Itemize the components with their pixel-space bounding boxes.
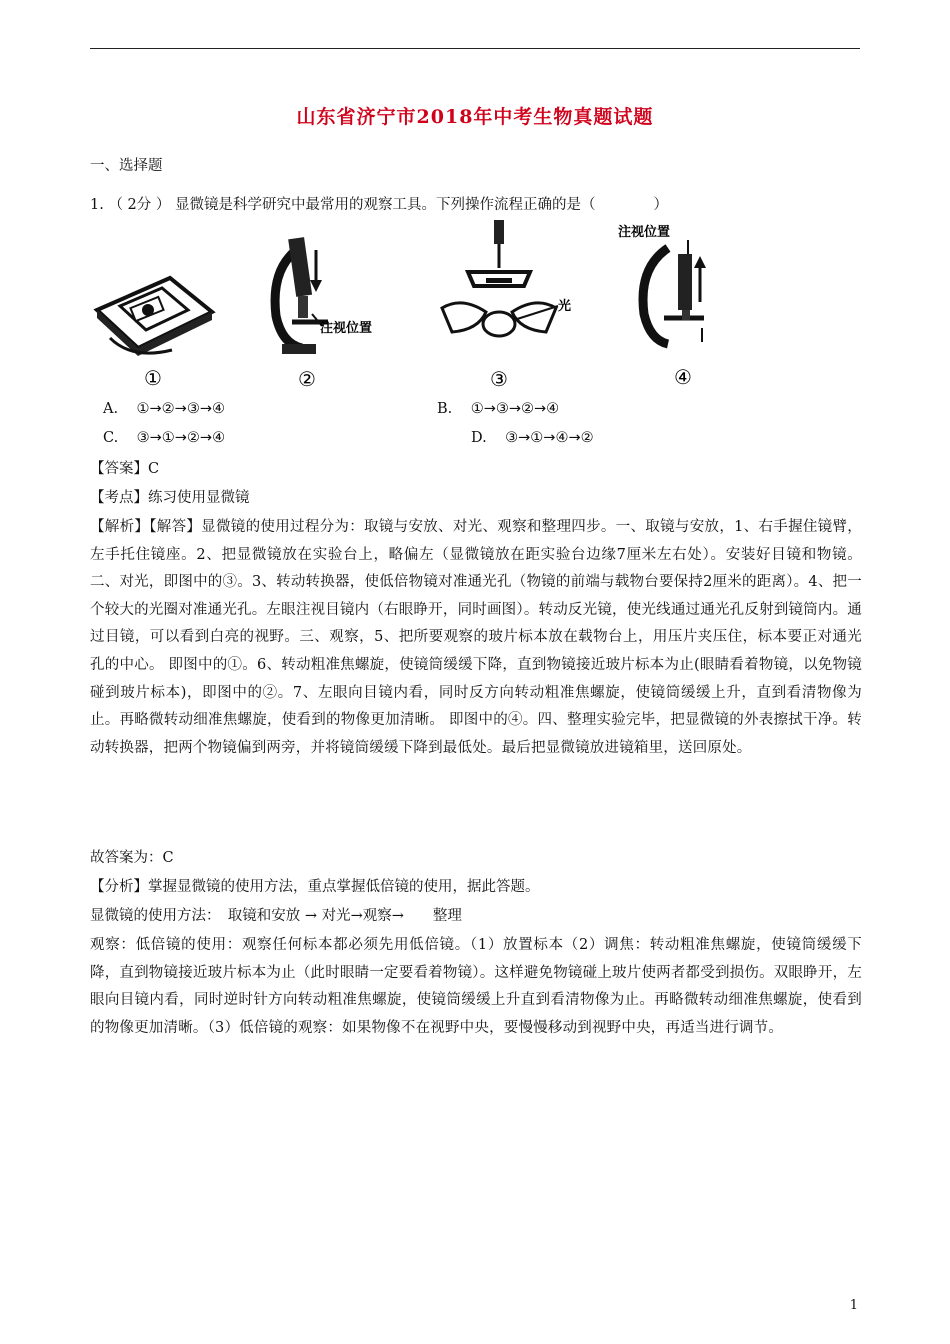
option-d[interactable]	[471, 430, 594, 446]
figure-2-lowering-image	[262, 226, 402, 390]
option-a-letter: A.	[103, 401, 119, 417]
figure-1-label: ①	[144, 366, 162, 390]
question-stem: 1. （ 2分 ） 显微镜是科学研究中最常用的观察工具。下列操作流程正确的是（ ）	[90, 197, 668, 213]
summary-line: 【分析】掌握显微镜的使用方法，重点掌握低倍镜的使用，据此答题。	[90, 879, 540, 895]
observe-paragraph: 观察：低倍镜的使用：观察任何标本都必须先用低倍镜。（1）放置标本（2）调焦：转动粗准焦螺旋，使镜筒缓缓下降，直到物镜接近玻片标本为止（此时眼睛一定要看着物镜）。这样避免物镜碰上玻片使两者都受到损伤。双眼睁开，左眼向目镜内看，同时逆时针方向转动粗准焦螺旋，使镜筒缓缓上升直到看清物像为止。再略微转动细准焦螺旋，使看到的物像更加清晰。（3）低倍镜的观察：如果物像不在视野中央，要慢慢移动到视野中央，再适当进行调节。	[90, 937, 862, 1036]
figure-2-annotation: 注视位置	[320, 321, 373, 336]
option-b[interactable]	[437, 401, 559, 417]
option-c-text: ③→①→②→④	[136, 430, 226, 446]
option-c-letter: C.	[103, 430, 119, 446]
option-c[interactable]	[103, 430, 225, 446]
knowledge-point: 【考点】练习使用显微镜	[90, 490, 250, 506]
option-a-text: ①→②→③→④	[136, 401, 225, 417]
figure-1-stage-image	[92, 268, 218, 390]
header-rule	[90, 48, 860, 49]
option-a[interactable]	[103, 401, 225, 417]
figure-4-raising-image	[618, 218, 718, 390]
section-heading: 一、选择题	[90, 158, 163, 174]
method-line: 显微镜的使用方法： 取镜和安放 → 对光→观察→ 整理	[90, 908, 462, 924]
page-number: 1	[849, 1298, 858, 1313]
figure-4-annotation: 注视位置	[618, 225, 671, 240]
figure-2-label: ②	[298, 367, 316, 390]
option-d-letter: D.	[471, 430, 487, 446]
figure-4-label: ④	[674, 365, 692, 389]
option-b-letter: B.	[437, 401, 453, 417]
figure-3-annotation: 光	[558, 299, 572, 314]
figure-3-label: ③	[490, 367, 508, 390]
final-answer: 故答案为：C	[90, 850, 174, 866]
option-b-text: ①→③→②→④	[470, 401, 560, 417]
figure-3-mirror-image	[432, 214, 584, 390]
analysis-paragraph: 【解析】【解答】显微镜的使用过程分为：取镜与安放、对光、观察和整理四步。一、取镜与安放，1、右手握住镜臂，左手托住镜座。2、把显微镜放在实验台上，略偏左（显微镜放在距实验台边缘7厘米左右处）。安装好目镜和物镜。二、对光，即图中的③。3、转动转换器，使低倍物镜对准通光孔（物镜的前端与载物台要保持2厘米的距离）。4、把一个较大的光圈对准通光孔。左眼注视目镜内（右眼睁开，同时画图）。转动反光镜，使光线通过通光孔反射到镜筒内。通过目镜，可以看到白亮的视野。三、观察，5、把所要观察的玻片标本放在载物台上，用压片夹压住，标本要正对通光孔的中心。 即图中的①。6、转动粗准焦螺旋，使镜筒缓缓下降，直到物镜接近玻片标本为止(眼睛看着物镜，以免物镜碰到玻片标本)，即图中的②。7、左眼向目镜内看，同时反方向转动粗准焦螺旋，使镜筒缓缓上升，直到看清物像为止。再略微转动细准焦螺旋，使看到的物像更加清晰。 即图中的④。四、整理实验完毕，把显微镜的外表擦拭干净。转动转换器，把两个物镜偏到两旁，并将镜筒缓缓下降到最低处。最后把显微镜放进镜箱里，送回原处。	[90, 519, 862, 756]
answer-line: 【答案】C	[90, 461, 160, 477]
option-d-text: ③→①→④→②	[505, 430, 594, 446]
page-title: 山东省济宁市2018年中考生物真题试题	[296, 106, 654, 128]
